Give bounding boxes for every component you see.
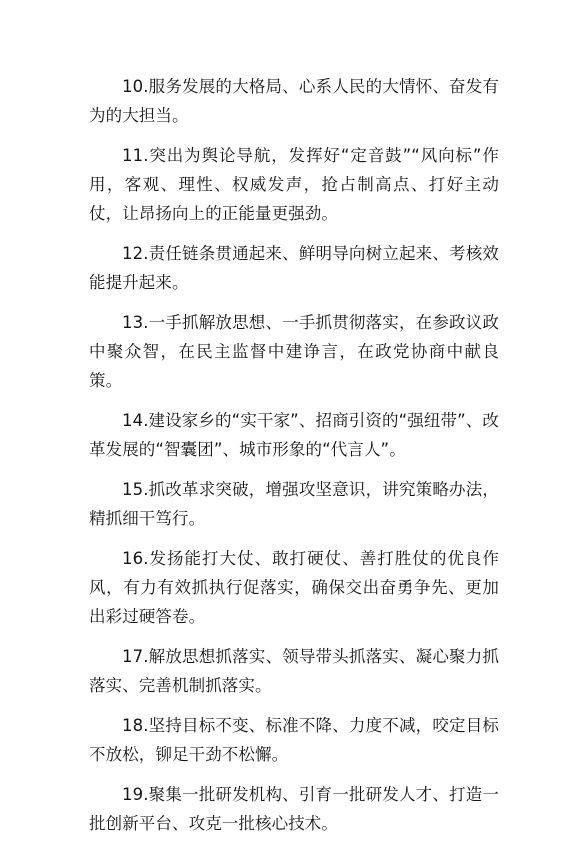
paragraph-12: 12.责任链条贯通起来、鲜明导向树立起来、考核效能提升起来。: [89, 244, 499, 292]
paragraph-16: 16.发扬能打大仗、敢打硬仗、善打胜仗的优良作风，有力有效抓执行促落实，确保交出奋勇争先、更加出彩过硬答卷。: [89, 549, 499, 626]
paragraph-11: 11.突出为舆论导航，发挥好“定音鼓”“风向标”作用，客观、理性、权威发声，抢占制高点、打好主动仗，让昂扬向上的正能量更强劲。: [89, 146, 499, 223]
paragraph-18: 18.坚持目标不变、标准不降、力度不减，咬定目标不放松，铆足干劲不松懈。: [89, 716, 499, 764]
paragraph-19: 19.聚集一批研发机构、引育一批研发人才、打造一批创新平台、攻克一批核心技术。: [89, 785, 499, 833]
paragraph-15: 15.抓改革求突破，增强攻坚意识，讲究策略办法，精抓细干笃行。: [89, 480, 499, 528]
paragraph-10: 10.服务发展的大格局、心系人民的大情怀、奋发有为的大担当。: [89, 77, 499, 125]
paragraph-14: 14.建设家乡的“实干家”、招商引资的“强纽带”、改革发展的“智囊团”、城市形象的“代言人”。: [89, 411, 499, 459]
document-body: [89, 72, 499, 849]
paragraph-13: 13.一手抓解放思想、一手抓贯彻落实，在参政议政中聚众智，在民主监督中建诤言，在政党协商中献良策。: [89, 313, 499, 390]
paragraph-17: 17.解放思想抓落实、领导带头抓落实、凝心聚力抓落实、完善机制抓落实。: [89, 647, 499, 695]
